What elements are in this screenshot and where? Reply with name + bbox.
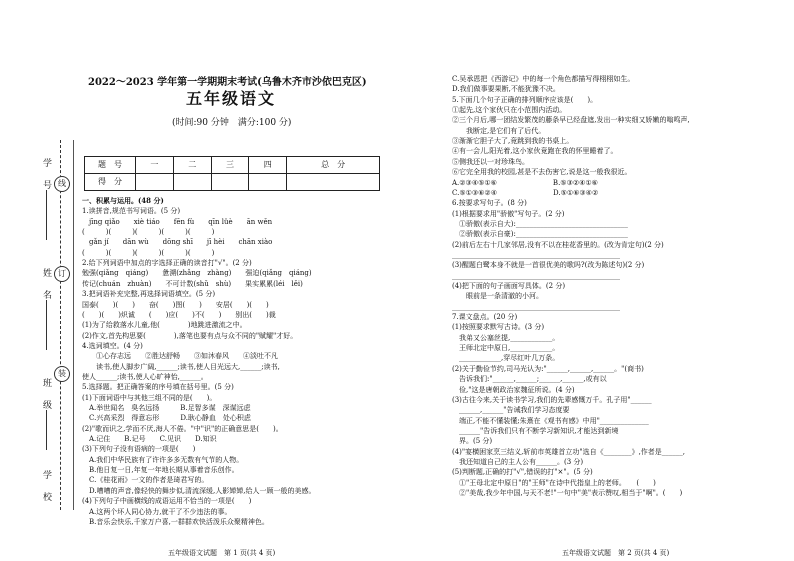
question-line: ________________________________________________ — [452, 250, 620, 259]
question-line: 我弟又公塞丝提,____________。 — [452, 333, 560, 342]
question-line: 眼前是一条清澈的小河。 — [452, 292, 543, 301]
question-line: (3)下列句子没有语病的一项是( ) — [82, 445, 196, 454]
score-cell: 一 — [136, 157, 174, 174]
question-line: C.《桂花雨》一文的作者是琦君写的。 — [82, 476, 209, 485]
student-number-label: 学 号 — [41, 158, 51, 191]
question-line: C.吴承恩把《西游记》中的每一个角色都描写得栩栩如生。 — [452, 75, 635, 83]
class-blank — [46, 410, 47, 450]
question-line: (2)前后左右十几家邻居,没有不以在桂花香里的。(改为肯定句)(2 分) — [452, 240, 664, 249]
footer-right: 五年级语文试题 第 2 页(共 4 页) — [562, 549, 670, 557]
question-line: ①心存志远 ②胜达舒畅 ③如沐春风 ④淡吐不凡 — [82, 352, 278, 361]
question-line: (5)判断题,正确的打"√",错误的打"×"。(5 分) — [452, 468, 593, 477]
class-label: 班 级 — [41, 378, 51, 411]
question-line: ②骄傲(表示自豪):________________________________ — [452, 230, 628, 239]
question-line: B.他日复一日,年复一年地长期从事着音乐创作。 — [82, 466, 239, 475]
score-cell: 题 号 — [85, 157, 136, 174]
question-line: 我还知道自己的主人公有______。(3 分) — [452, 457, 584, 466]
exam-time-score: (时间:90 分钟 满分:100 分) — [172, 118, 292, 128]
question-line: ____________,穿尽红叶几万条。 — [452, 354, 560, 363]
question-line: ⑤侧我还以一对珍珠鸟。 — [452, 157, 529, 166]
question-line: 一、积累与运用。(48 分) — [82, 196, 164, 205]
question-line: (2)作文,首先构思要( ),落笔也要有点与众不同的"赋耀"才好。 — [82, 331, 298, 340]
question-line: ④有一会儿,阳光着,这小家伙竟跑在我的怀里睡着了。 — [452, 147, 618, 156]
question-line: ③渐渐它胆子大了,竟跳到我的书桌上。 — [452, 137, 574, 146]
score-cell: 二 — [173, 157, 211, 174]
question-line: 5.选择题。把正确答案的序号填在括号里。(5 分) — [82, 383, 234, 392]
footer-left: 五年级语文试题 第 1 页(共 4 页) — [168, 549, 276, 557]
score-table — [84, 156, 380, 191]
question-line: (2)关于勤俭节约,司马光认为:"______,______,______。"(商书) — [452, 364, 644, 373]
binding-line — [73, 140, 74, 510]
exam-header-title: 2022～2023 学年第一学期期末考试(乌鲁木齐市沙依巴克区) — [88, 77, 367, 88]
question-line: ②"美哉,我少年中国,与天不老!"一句中"美"表示赞叹,相当于"啊"。( ) — [452, 489, 683, 497]
question-line: 勉强(qiǎng qiáng) 惫溯(zhǎng zhàng) 强迫(qiǎng qiáng) — [82, 269, 312, 278]
question-line: (4)下列句子中画横线的成语运用不恰当的一项是( ) — [82, 497, 252, 506]
seal-bind-mark: 订 — [54, 266, 70, 282]
question-line: D.我们做事要果断,不能犹豫不决。 — [452, 85, 560, 94]
question-line: ②三个月后,哪一团结发繁茂的藤条早已经盘遮,发出一种实细又娇嫩的嗡鸣声, — [452, 116, 690, 125]
question-line: jīng qiǎo xiè tiáo fēn fù qīn lüè ān wěn — [82, 217, 273, 226]
score-cell: 总 分 — [287, 157, 380, 174]
exam-subject-title: 五年级语文 — [186, 89, 277, 108]
score-cell — [136, 174, 174, 191]
question-line: A.我们中华民族有了许许多多无数有气节的人物。 — [82, 455, 244, 464]
question-line: ①骄傲(表示自大):________________________________ — [452, 219, 628, 228]
question-line: ①起先,这个家伙只在小范围内活动。 — [452, 106, 567, 115]
question-line: 使人______;读书,使人心旷神怡,______。 — [82, 372, 208, 381]
question-line: 我断定,是它们有了后代。 — [452, 126, 546, 135]
name-label: 姓 名 — [41, 268, 51, 301]
question-line: A.举世闻名 臭名远扬 B.足智多谋 深谋远虑 — [82, 404, 251, 412]
question-line: B.音乐会快乐,千家万户喜,一群群欢快活泼乐众聚精神色。 — [82, 517, 269, 526]
seal-pack-mark: 装 — [54, 366, 70, 382]
name-blank — [46, 300, 47, 350]
question-line: 2.给下列词语中加点的字选择正确的读音打"√"。(2 分) — [82, 259, 252, 268]
question-line: ______"告诉我们只有不断学习新知识,才能达到新境 — [452, 426, 619, 435]
question-line: ( )( )( )( )( ) — [82, 228, 215, 237]
question-line: 5.下面几个句子正确的排列顺序应该是( )。 — [452, 95, 598, 104]
question-line: (2)"歌而识之,学而不厌,海人不倦。"中"识"的正确意思是( )。 — [82, 424, 283, 433]
question-line: 界。(5 分) — [452, 437, 493, 446]
question-line: (4)"宴横困家烹三结义,斩前市英雄首立功"选自《________》,作者是______, — [452, 447, 686, 456]
question-line: (4)把下面的句子画面写具体。(2 分) — [452, 282, 566, 290]
question-line: A.记住 B.记号 C.见识 D.知识 — [82, 435, 217, 444]
question-line: 端正,不能不懂装懂;朱熹在《观书有感》中用"______________ — [452, 416, 649, 425]
score-cell — [249, 174, 287, 191]
score-cell — [211, 174, 249, 191]
question-line: C.兴高采烈 得意忘形 D.耿心静血 处心积虑 — [82, 414, 251, 423]
question-line: 王师北定中原日,____________。 — [452, 344, 560, 353]
score-cell — [173, 174, 211, 191]
question-line: 国泰( )( ) 奋( )图( ) 安居( )( ) — [82, 300, 269, 309]
score-cell — [287, 174, 380, 191]
score-cell: 得 分 — [85, 174, 136, 191]
question-line: ①"王母北定中原日"的"王师"在诗中代指皇上的老师。 ( ) — [452, 478, 656, 487]
question-line: 1.读拼音,规范书写词语。(5 分) — [82, 207, 181, 216]
question-line: ________________________________________________ — [452, 302, 620, 311]
question-line: (3)醒题白鹭本身不就是一首很优美的歌吗?(改为陈述句)(2 分) — [452, 261, 645, 270]
question-line: 读书,使人脚步广阔,______;读书,使人目光远大,______;读书, — [82, 362, 280, 371]
question-line: 6.按要求写句子。(8 分) — [452, 199, 527, 208]
question-line: C.⑤①③⑥②④ D.⑤①⑥③④② — [452, 188, 599, 197]
question-line: A.②③④⑤①⑥ B.⑤③②④①⑥ — [452, 178, 598, 187]
question-line: A.这两个坏人同心协力,就干了不少违法的事。 — [82, 507, 232, 516]
question-line: 7.课文盘点。(20 分) — [452, 313, 518, 322]
question-line: (1)按照要求默写古诗。(3 分) — [452, 323, 545, 332]
score-table-row — [85, 157, 380, 174]
school-label: 学 校 — [41, 470, 51, 503]
question-line: 告诉我们:"______,______;______,______,或有以 — [452, 375, 607, 384]
score-cell: 四 — [249, 157, 287, 174]
binding-margin — [0, 0, 78, 561]
question-line: 俭,"这是唐朝政治家魏征所说。(4 分) — [452, 385, 575, 394]
question-line: (1)下面词语中与其他三组不同的是( )。 — [82, 393, 217, 402]
question-line: (1)为了给救落水儿童,他( )地跳进激流之中。 — [82, 321, 247, 330]
cut-line — [60, 140, 61, 510]
score-cell: 三 — [211, 157, 249, 174]
question-line: 3.把词语补充完整,再选择词语填空。(5 分) — [82, 290, 216, 299]
question-line: 传记(chuán zhuàn) 不可计数(shǔ shù) 果实累累(léi lěi) — [82, 279, 303, 288]
question-line: ______,______"告诫我们学习态度要 — [452, 406, 570, 415]
student-number-blank — [46, 190, 47, 240]
score-table-row — [85, 174, 380, 191]
question-line: ( )( )( )( )( ) — [82, 248, 215, 257]
question-line: ( )( )炽诚 ( )应( )不( ) 别出( )裁 — [82, 310, 276, 319]
seal-line-mark: 线 — [54, 176, 70, 192]
question-line: 4.选词填空。(4 分) — [82, 341, 143, 350]
question-line: ________________________________________________ — [452, 271, 620, 280]
question-line: (1)根据要求用"骄傲"写句子。(2 分) — [452, 209, 565, 218]
question-line: gǎn jí dān wù dōng shī jī hèi chān xiào — [82, 238, 273, 247]
question-line: ⑥它完全用我的校园,甚是不去伤害它,说是这一般我很近。 — [452, 168, 632, 177]
question-line: (3)古往今来,关于读书学习,我们的先辈感慨万千。孔子用"______ — [452, 395, 652, 404]
question-line: D.嘈嘈的声音,像轻快的舞步似,清流深缓,人影婵婵,给人一顾一般的美感。 — [82, 486, 316, 495]
